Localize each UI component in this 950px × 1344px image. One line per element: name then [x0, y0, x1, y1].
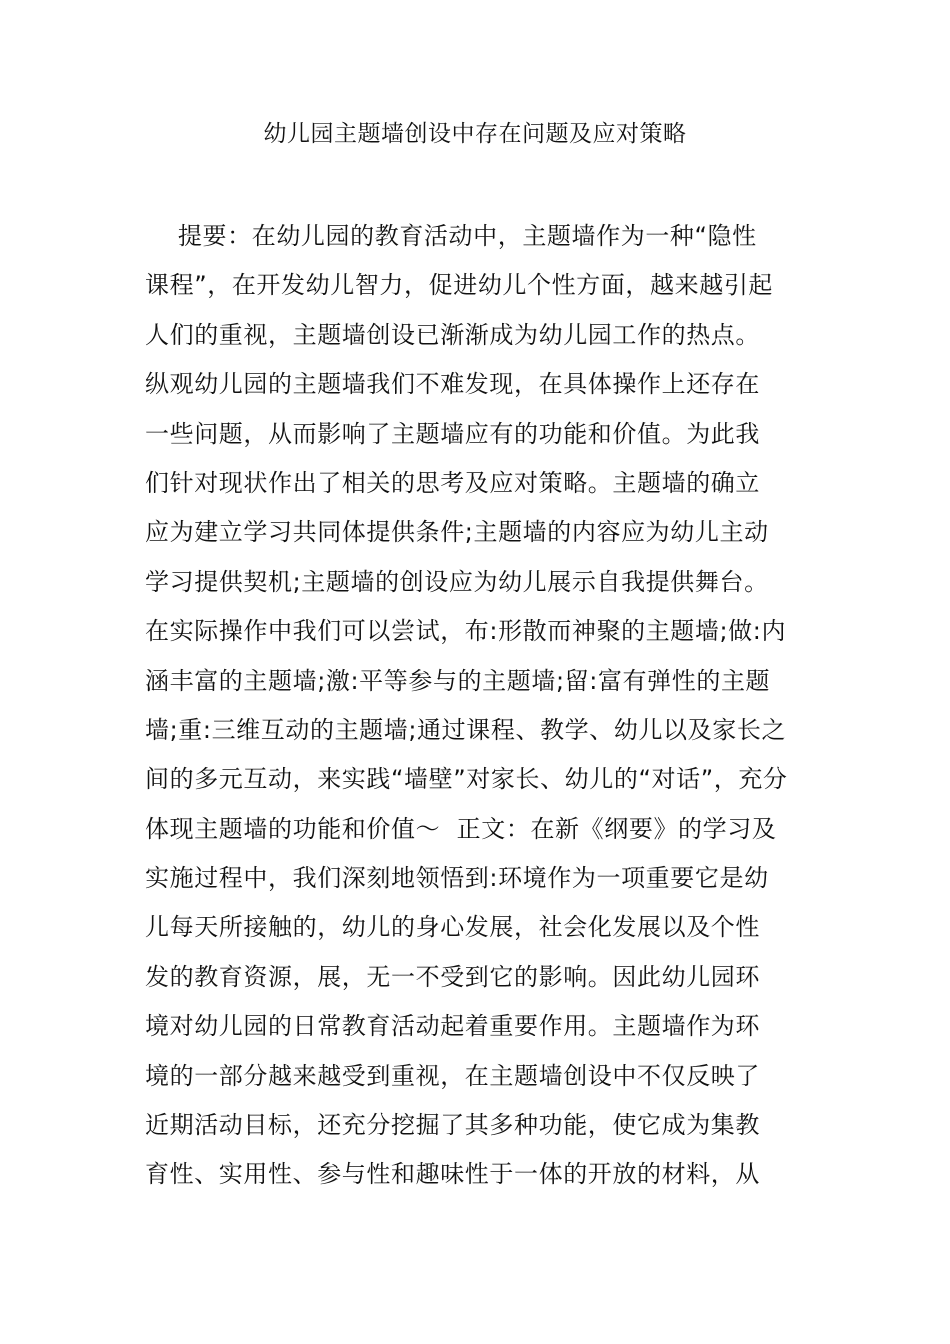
- document-body: [145, 212, 805, 1200]
- body-line: 一些问题，从而影响了主题墙应有的功能和价值。为此我: [145, 419, 760, 448]
- body-line: 境的一部分越来越受到重视，在主题墙创设中不仅反映了: [145, 1061, 760, 1090]
- body-line: 发的教育资源，展，无一不受到它的影响。因此幼儿园环: [145, 962, 760, 991]
- body-line: 在实际操作中我们可以尝试，布:形散而神聚的主题墙;做:内: [145, 617, 787, 646]
- body-line: 应为建立学习共同体提供条件;主题墙的内容应为幼儿主动: [145, 518, 769, 547]
- body-line: 间的多元互动，来实践“墙壁”对家长、幼儿的“对话”，充分: [145, 765, 788, 794]
- body-line: 学习提供契机;主题墙的创设应为幼儿展示自我提供舞台。: [145, 567, 769, 596]
- body-line: 提要：在幼儿园的教育活动中，主题墙作为一种“隐性: [145, 222, 757, 250]
- body-line: 育性、实用性、参与性和趣味性于一体的开放的材料，从: [145, 1160, 760, 1189]
- body-line: 墙;重:三维互动的主题墙;通过课程、教学、幼儿以及家长之: [145, 715, 787, 744]
- body-line: 儿每天所接触的，幼儿的身心发展，社会化发展以及个性: [145, 913, 760, 942]
- body-line: 体现主题墙的功能和价值～ 正文：在新《纲要》的学习及: [145, 814, 777, 843]
- body-line: 近期活动目标，还充分挖掘了其多种功能，使它成为集教: [145, 1111, 760, 1140]
- body-line: 实施过程中，我们深刻地领悟到:环境作为一项重要它是幼: [145, 864, 769, 893]
- body-line: 们针对现状作出了相关的思考及应对策略。主题墙的确立: [145, 468, 760, 497]
- body-line: 课程”，在开发幼儿智力，促进幼儿个性方面，越来越引起: [145, 271, 774, 300]
- body-line: 涵丰富的主题墙;激:平等参与的主题墙;留:富有弹性的主题: [145, 666, 771, 695]
- document-title: 幼儿园主题墙创设中存在问题及应对策略: [263, 121, 687, 147]
- body-line: 境对幼儿园的日常教育活动起着重要作用。主题墙作为环: [145, 1012, 760, 1041]
- body-line: 人们的重视，主题墙创设已渐渐成为幼儿园工作的热点。: [145, 320, 760, 349]
- body-line: 纵观幼儿园的主题墙我们不难发现，在具体操作上还存在: [145, 370, 760, 399]
